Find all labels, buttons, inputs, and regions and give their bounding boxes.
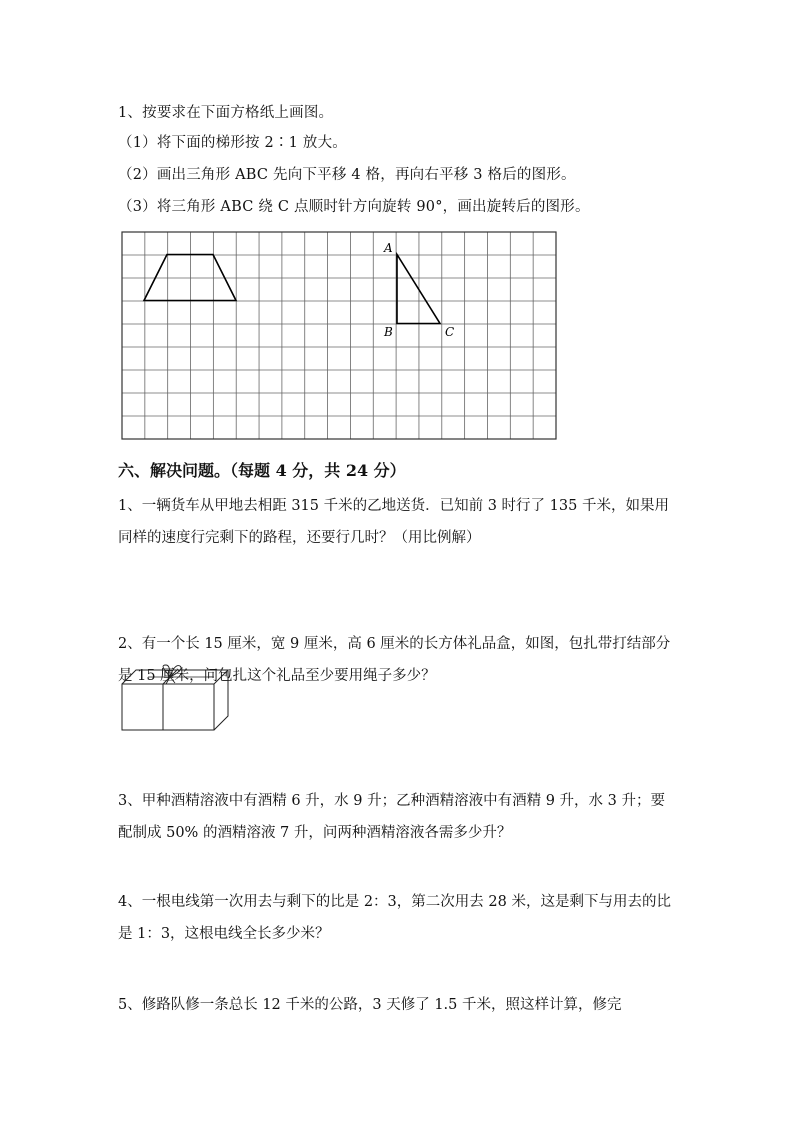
label-a: A xyxy=(384,241,393,255)
problem-2: 2、有一个长 15 厘米，宽 9 厘米，高 6 厘米的长方体礼品盒，如图，包扎带打结部分是 15 厘米，问包扎这个礼品至少要用绳子多少？ xyxy=(118,636,671,684)
trapezoid-shape xyxy=(144,255,236,301)
problem-3: 3、甲种酒精溶液中有酒精 6 升，水 9 升；乙种酒精溶液中有酒精 9 升，水 3 升；要配制成 50% 的酒精溶液 7 升，问两种酒精溶液各需多少升？ xyxy=(118,793,665,841)
gift-box-figure xyxy=(118,660,230,734)
triangle-abc-shape xyxy=(397,255,440,324)
question-1-item-2: （2）画出三角形 ABC 先向下平移 4 格，再向右平移 3 格后的图形。 xyxy=(118,167,576,183)
problem-1: 1、一辆货车从甲地去相距 315 千米的乙地送货．已知前 3 时行了 135 千米，如果用同样的速度行完剩下的路程，还要行几时？（用比例解） xyxy=(118,498,669,546)
problem-5: 5、修路队修一条总长 12 千米的公路，3 天修了 1.5 千米，照这样计算，修完 xyxy=(118,997,622,1013)
question-1-item-3: （3）将三角形 ABC 绕 C 点顺时针方向旋转 90°，画出旋转后的图形。 xyxy=(118,199,590,215)
section-six-heading: 六、解决问题。（每题 4 分，共 24 分） xyxy=(118,461,406,480)
label-c: C xyxy=(445,325,455,339)
label-b: B xyxy=(384,325,393,339)
question-1-title: 1、按要求在下面方格纸上画图。 xyxy=(118,105,334,121)
grid-paper xyxy=(120,230,560,442)
problem-4: 4、一根电线第一次用去与剩下的比是 2：3，第二次用去 28 米，这是剩下与用去的比是 1：3，这根电线全长多少米？ xyxy=(118,894,671,942)
question-1-item-1: （1）将下面的梯形按 2∶1 放大。 xyxy=(118,135,347,151)
